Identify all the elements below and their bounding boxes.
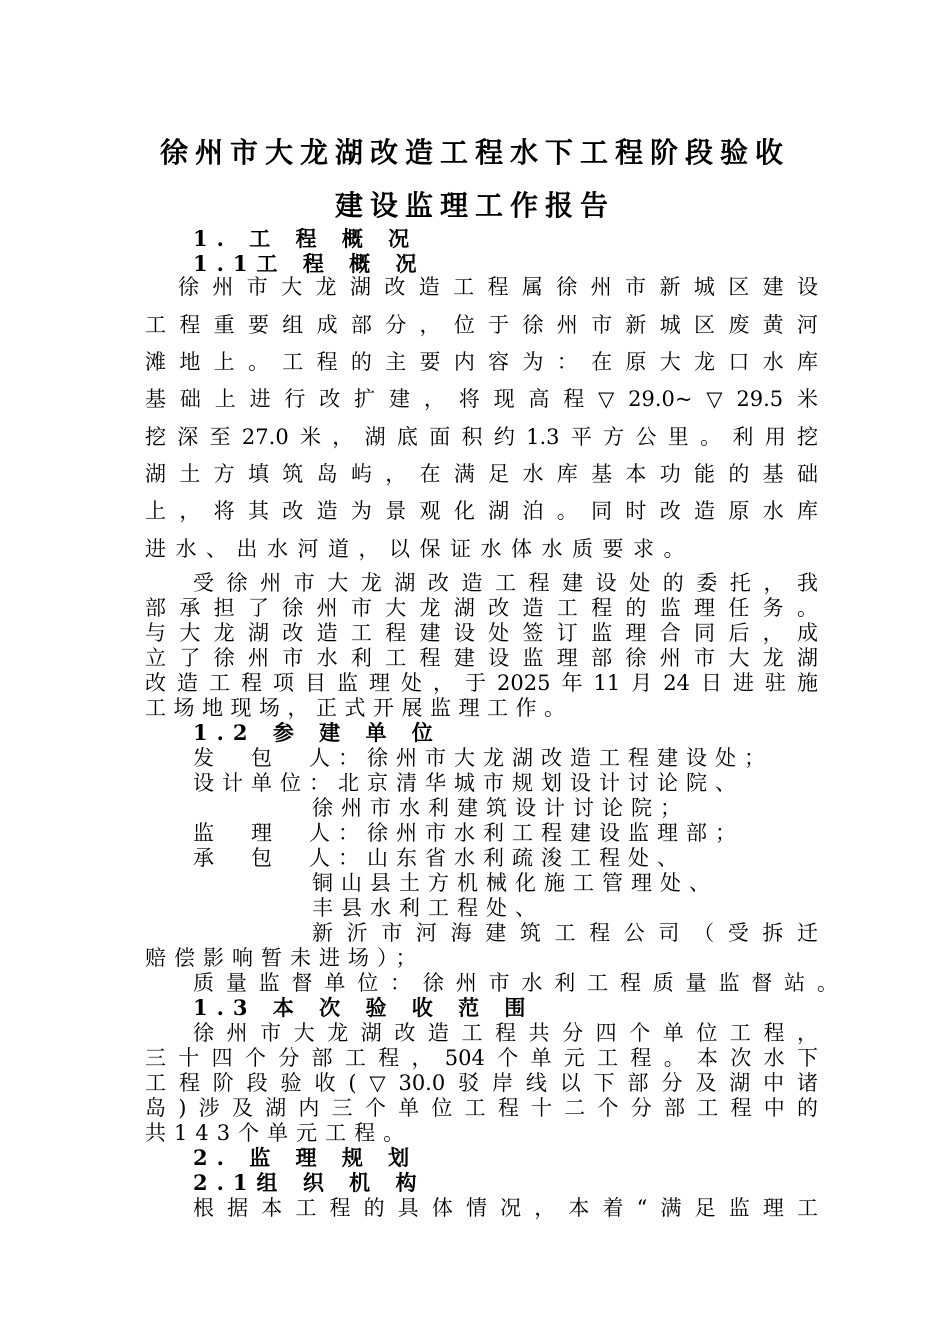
- text-line: 基础上进行改扩建，将现高程▽29.0~▽29.5米: [145, 387, 818, 411]
- text-line: 共143个单元工程。: [145, 1121, 413, 1145]
- section-heading-2-1: 2.1组 织 机 构: [193, 1170, 426, 1195]
- text-line: 徐州市大龙湖改造工程属徐州市新城区建设: [178, 275, 818, 299]
- text-line: 三十四个分部工程，504个单元工程。本次水下: [145, 1046, 818, 1070]
- text-line: 工场地现场，正式开展监理工作。: [145, 696, 573, 720]
- text-line: 立了徐州市水利工程建设监理部徐州市大龙湖: [145, 646, 818, 670]
- section-heading-1-3: 1.3 本 次 验 收 范 围: [193, 995, 535, 1020]
- text-line: 上，将其改造为景观化湖泊。同时改造原水库: [145, 499, 818, 523]
- text-line: 徐州市大龙湖改造工程共分四个单位工程，: [193, 1021, 818, 1045]
- text-line: 新沂市河海建筑工程公司（受拆迁: [312, 921, 818, 945]
- text-line: 湖土方填筑岛屿，在满足水库基本功能的基础: [145, 462, 818, 486]
- section-heading-1-1: 1.1工 程 概 况: [193, 251, 426, 276]
- text-line: 铜山县土方机械化施工管理处、: [312, 871, 718, 895]
- text-line: 工程阶段验收(▽30.0驳岸线以下部分及湖中诸: [145, 1071, 818, 1095]
- text-line: 徐州市水利建筑设计讨论院；: [312, 796, 689, 820]
- text-line: 设计单位：北京清华城市规划设计讨论院、: [193, 771, 744, 795]
- text-line: 工程重要组成部分，位于徐州市新城区废黄河: [145, 313, 818, 337]
- report-title-line-1: 徐州市大龙湖改造工程水下工程阶段验收: [159, 136, 790, 169]
- text-line: 受徐州市大龙湖改造工程建设处的委托，我: [193, 571, 818, 595]
- text-line: 与大龙湖改造工程建设处签订监理合同后，成: [145, 621, 818, 645]
- text-line: 挖深至27.0米，湖底面积约1.3平方公里。利用挖: [145, 425, 818, 449]
- section-heading-2: 2. 监 理 规 划: [193, 1145, 419, 1170]
- text-line: 改造工程项目监理处，于2025年11月24日进驻施: [145, 671, 818, 695]
- text-line: 承 包 人：山东省水利疏浚工程处、: [193, 846, 686, 870]
- text-line: 滩地上。工程的主要内容为：在原大龙口水库: [145, 350, 818, 374]
- text-line: 监 理 人：徐州市水利工程建设监理部；: [193, 821, 744, 845]
- text-line: 部承担了徐州市大龙湖改造工程的监理任务。: [145, 596, 818, 620]
- text-line: 根据本工程的具体情况，本着“满足监理工: [193, 1196, 818, 1220]
- text-line: 进水、出水河道，以保证水体水质要求。: [145, 537, 694, 561]
- section-heading-1-2: 1.2 参 建 单 位: [193, 720, 442, 745]
- section-heading-1: 1. 工 程 概 况: [193, 226, 419, 251]
- report-title-line-2: 建设监理工作报告: [334, 189, 615, 222]
- text-line: 发 包 人：徐州市大龙湖改造工程建设处；: [193, 746, 773, 770]
- text-line: 岛)涉及湖内三个单位工程十二个分部工程中的: [145, 1096, 818, 1120]
- text-line: 丰县水利工程处、: [312, 896, 544, 920]
- text-line: 赔偿影响暂未进场）；: [145, 946, 425, 970]
- text-line: 质量监督单位：徐州市水利工程质量监督站。: [193, 971, 838, 995]
